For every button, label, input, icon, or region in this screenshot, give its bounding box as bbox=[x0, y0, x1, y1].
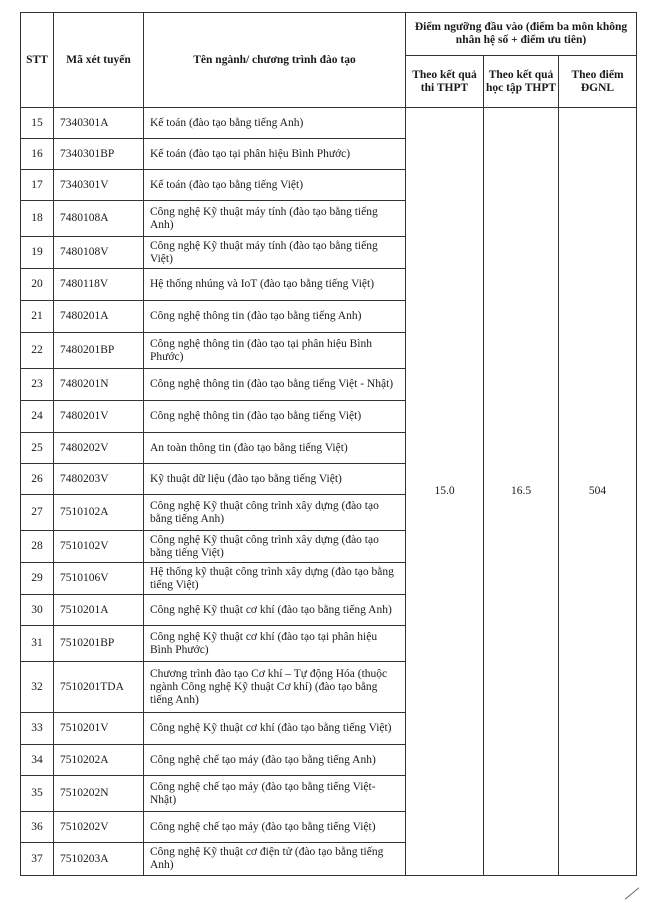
row-program-name: Công nghệ Kỹ thuật cơ khí (đào tạo bằng tiếng Anh) bbox=[144, 595, 406, 626]
row-stt: 16 bbox=[21, 139, 54, 170]
row-code: 7510201V bbox=[54, 713, 144, 745]
row-program-name: Công nghệ Kỹ thuật máy tính (đào tạo bằng tiếng Việt) bbox=[144, 237, 406, 269]
row-program-name: Công nghệ Kỹ thuật công trình xây dựng (đào tạo bằng tiếng Việt) bbox=[144, 531, 406, 563]
row-program-name: Kế toán (đào tạo bằng tiếng Anh) bbox=[144, 108, 406, 139]
row-program-name: Công nghệ thông tin (đào tạo bằng tiếng Việt) bbox=[144, 401, 406, 433]
row-stt: 34 bbox=[21, 745, 54, 776]
row-code: 7510201BP bbox=[54, 626, 144, 662]
header-hocba: Theo kết quả học tập THPT bbox=[484, 56, 559, 108]
row-code: 7510203A bbox=[54, 843, 144, 876]
row-stt: 30 bbox=[21, 595, 54, 626]
row-stt: 31 bbox=[21, 626, 54, 662]
row-stt: 27 bbox=[21, 495, 54, 531]
row-program-name: Công nghệ thông tin (đào tạo tại phân hiệu Bình Phước) bbox=[144, 333, 406, 369]
row-code: 7510201A bbox=[54, 595, 144, 626]
header-threshold: Điểm ngưỡng đầu vào (điểm ba môn không nhân hệ số + điểm ưu tiên) bbox=[406, 13, 637, 56]
admission-threshold-table bbox=[20, 12, 637, 876]
row-code: 7510202N bbox=[54, 776, 144, 812]
row-code: 7480201V bbox=[54, 401, 144, 433]
row-stt: 22 bbox=[21, 333, 54, 369]
row-program-name: Công nghệ thông tin (đào tạo bằng tiếng Anh) bbox=[144, 301, 406, 333]
row-program-name: Công nghệ thông tin (đào tạo bằng tiếng Việt - Nhật) bbox=[144, 369, 406, 401]
score-dgnl: 504 bbox=[559, 108, 637, 876]
row-code: 7480201N bbox=[54, 369, 144, 401]
row-program-name: Công nghệ Kỹ thuật máy tính (đào tạo bằng tiếng Anh) bbox=[144, 201, 406, 237]
row-stt: 24 bbox=[21, 401, 54, 433]
row-program-name: Công nghệ Kỹ thuật cơ khí (đào tạo bằng tiếng Việt) bbox=[144, 713, 406, 745]
row-stt: 37 bbox=[21, 843, 54, 876]
row-program-name: Công nghệ Kỹ thuật cơ khí (đào tạo tại phân hiệu Bình Phước) bbox=[144, 626, 406, 662]
score-hocba: 16.5 bbox=[484, 108, 559, 876]
row-stt: 20 bbox=[21, 269, 54, 301]
header-thpt: Theo kết quả thi THPT bbox=[406, 56, 484, 108]
row-stt: 23 bbox=[21, 369, 54, 401]
row-code: 7510102V bbox=[54, 531, 144, 563]
header-program-name: Tên ngành/ chương trình đào tạo bbox=[144, 13, 406, 108]
row-program-name: Hệ thống kỹ thuật công trình xây dựng (đào tạo bằng tiếng Việt) bbox=[144, 563, 406, 595]
row-stt: 19 bbox=[21, 237, 54, 269]
row-program-name: Kỹ thuật dữ liệu (đào tạo bằng tiếng Việt) bbox=[144, 464, 406, 495]
row-code: 7480202V bbox=[54, 433, 144, 464]
row-stt: 18 bbox=[21, 201, 54, 237]
header-stt: STT bbox=[21, 13, 54, 108]
row-stt: 33 bbox=[21, 713, 54, 745]
score-thpt: 15.0 bbox=[406, 108, 484, 876]
row-stt: 17 bbox=[21, 170, 54, 201]
row-code: 7510202V bbox=[54, 812, 144, 843]
row-stt: 21 bbox=[21, 301, 54, 333]
row-program-name: Kế toán (đào tạo bằng tiếng Việt) bbox=[144, 170, 406, 201]
row-code: 7510202A bbox=[54, 745, 144, 776]
row-program-name: Công nghệ Kỹ thuật cơ điện tử (đào tạo bằng tiếng Anh) bbox=[144, 843, 406, 876]
row-code: 7340301V bbox=[54, 170, 144, 201]
row-code: 7480108A bbox=[54, 201, 144, 237]
table-row bbox=[21, 108, 637, 139]
row-code: 7340301BP bbox=[54, 139, 144, 170]
row-code: 7510102A bbox=[54, 495, 144, 531]
row-stt: 32 bbox=[21, 662, 54, 713]
row-stt: 36 bbox=[21, 812, 54, 843]
row-code: 7480201A bbox=[54, 301, 144, 333]
row-program-name: An toàn thông tin (đào tạo bằng tiếng Việt) bbox=[144, 433, 406, 464]
row-program-name: Hệ thống nhúng và IoT (đào tạo bằng tiếng Việt) bbox=[144, 269, 406, 301]
row-stt: 25 bbox=[21, 433, 54, 464]
row-stt: 15 bbox=[21, 108, 54, 139]
row-code: 7340301A bbox=[54, 108, 144, 139]
row-stt: 28 bbox=[21, 531, 54, 563]
header-code: Mã xét tuyển bbox=[54, 13, 144, 108]
header-dgnl: Theo điểm ĐGNL bbox=[559, 56, 637, 108]
row-code: 7480203V bbox=[54, 464, 144, 495]
row-program-name: Công nghệ chế tạo máy (đào tạo bằng tiếng Việt) bbox=[144, 812, 406, 843]
table-body bbox=[21, 108, 637, 876]
row-program-name: Công nghệ Kỹ thuật công trình xây dựng (đào tạo bằng tiếng Anh) bbox=[144, 495, 406, 531]
row-code: 7480201BP bbox=[54, 333, 144, 369]
row-code: 7480108V bbox=[54, 237, 144, 269]
row-code: 7480118V bbox=[54, 269, 144, 301]
row-stt: 35 bbox=[21, 776, 54, 812]
row-program-name: Kế toán (đào tạo tại phân hiệu Bình Phước) bbox=[144, 139, 406, 170]
row-stt: 29 bbox=[21, 563, 54, 595]
row-program-name: Công nghệ chế tạo máy (đào tạo bằng tiếng Việt-Nhật) bbox=[144, 776, 406, 812]
row-code: 7510106V bbox=[54, 563, 144, 595]
row-code: 7510201TDA bbox=[54, 662, 144, 713]
row-program-name: Chương trình đào tạo Cơ khí – Tự động Hóa (thuộc ngành Công nghệ Kỹ thuật Cơ khí) (đào tạo bằng tiếng Anh) bbox=[144, 662, 406, 713]
row-stt: 26 bbox=[21, 464, 54, 495]
row-program-name: Công nghệ chế tạo máy (đào tạo bằng tiếng Anh) bbox=[144, 745, 406, 776]
